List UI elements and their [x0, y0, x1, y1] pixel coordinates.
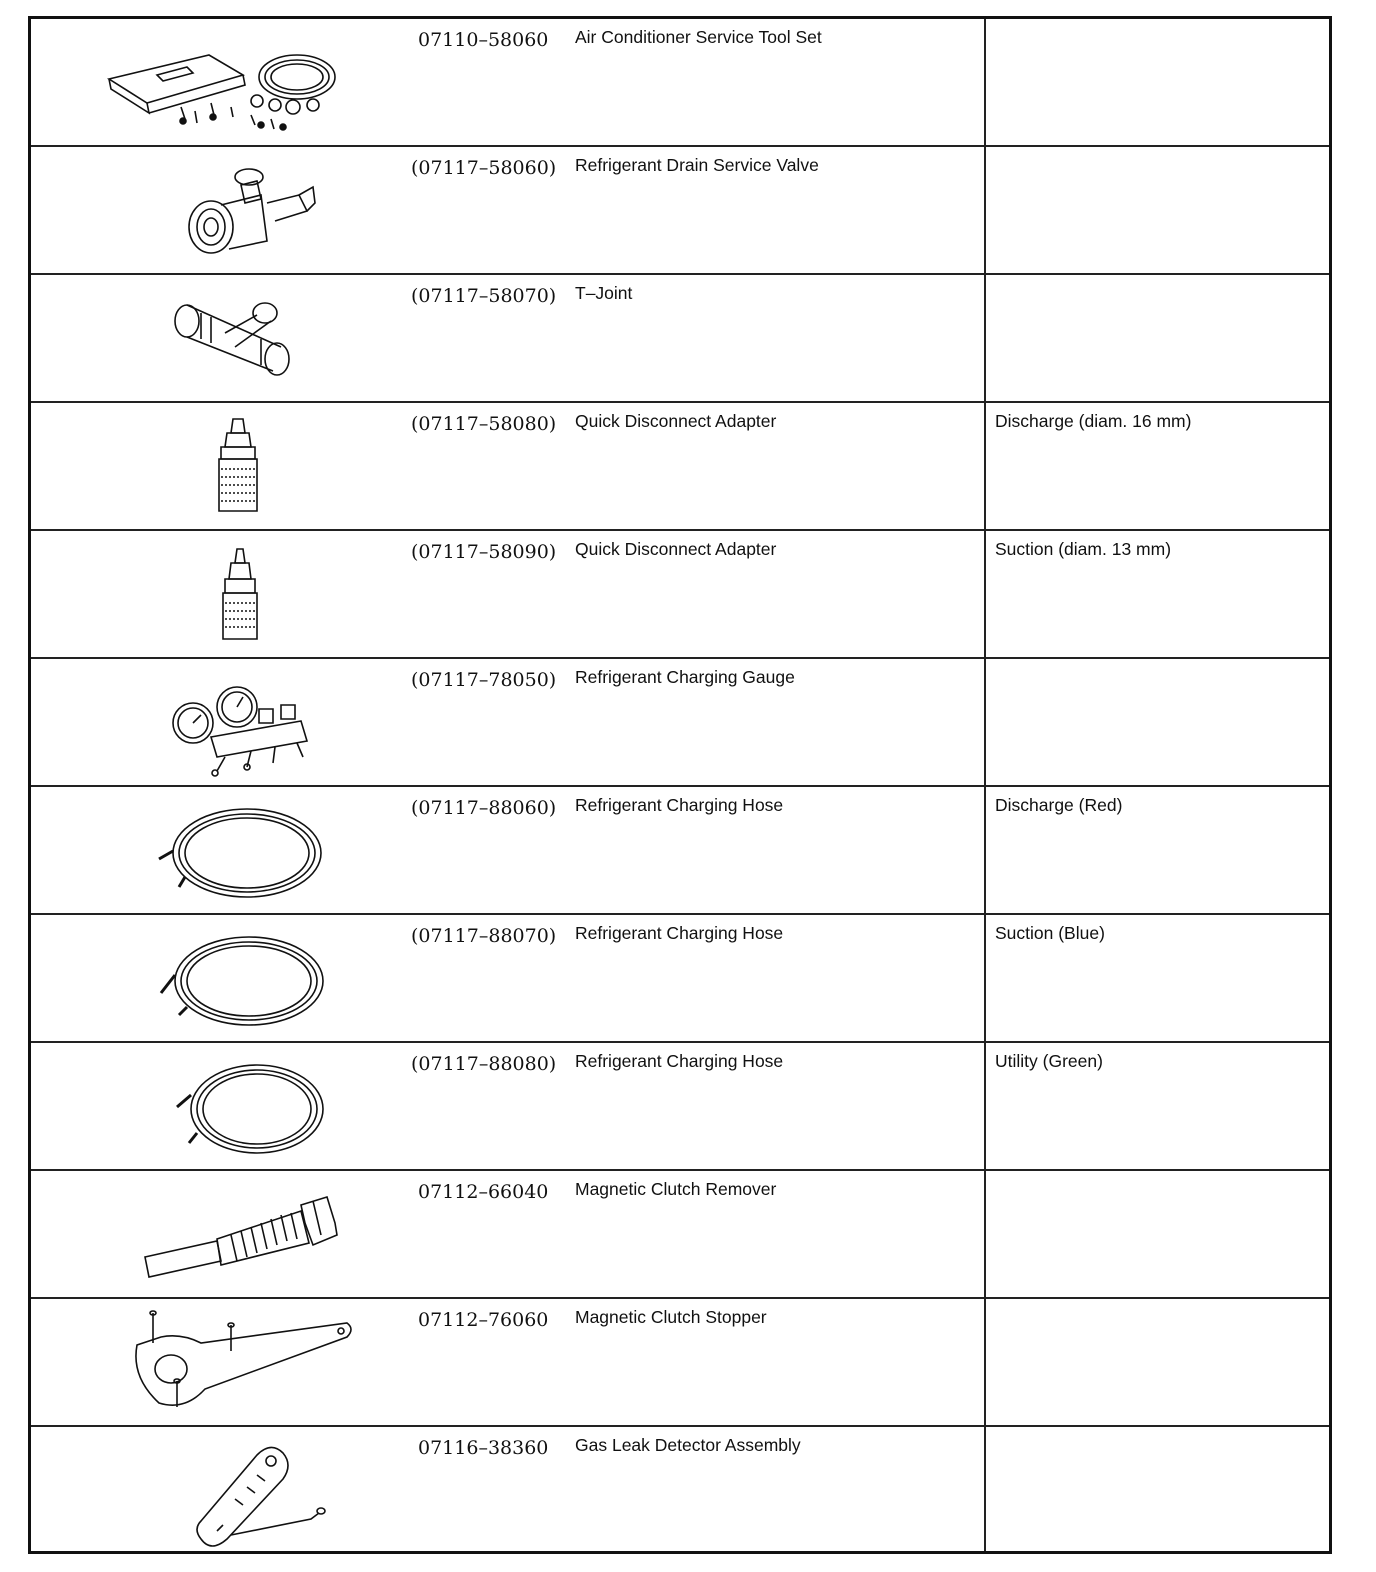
clutch-remover-illustration	[61, 1179, 381, 1291]
table-row	[31, 659, 1329, 787]
part-number: 07116–38360	[418, 1437, 549, 1459]
tool-note: Discharge (diam. 16 mm)	[995, 411, 1192, 431]
table-row	[31, 275, 1329, 403]
tool-note: Suction (diam. 13 mm)	[995, 539, 1172, 559]
tool-name: Quick Disconnect Adapter	[575, 411, 777, 431]
table-row	[31, 787, 1329, 915]
part-number: (07117–58090)	[411, 541, 557, 563]
tool-name: T–Joint	[575, 283, 633, 303]
part-number: (07117–88080)	[411, 1053, 557, 1075]
table-row	[31, 403, 1329, 531]
charging-hose-illustration	[61, 923, 381, 1035]
service-tool-set-illustration	[61, 27, 381, 139]
table-row	[31, 1043, 1329, 1171]
part-number: 07112–66040	[418, 1181, 549, 1203]
charging-gauge-illustration	[61, 667, 381, 779]
quick-disconnect-adapter-illustration	[61, 539, 381, 651]
tool-note: Utility (Green)	[995, 1051, 1103, 1071]
part-number: (07117–58060)	[411, 157, 557, 179]
tool-note: Suction (Blue)	[995, 923, 1105, 943]
table-row	[31, 915, 1329, 1043]
table-row	[31, 147, 1329, 275]
part-number: (07117–58080)	[411, 413, 557, 435]
tool-name: Refrigerant Drain Service Valve	[575, 155, 819, 175]
part-number: 07112–76060	[418, 1309, 549, 1331]
table-row	[31, 1171, 1329, 1299]
table-row	[31, 1427, 1329, 1555]
tool-name: Refrigerant Charging Hose	[575, 923, 784, 943]
table-row	[31, 1299, 1329, 1427]
part-number: (07117–88070)	[411, 925, 557, 947]
charging-hose-illustration	[61, 795, 381, 907]
tool-name: Refrigerant Charging Gauge	[575, 667, 795, 687]
part-number: (07117–88060)	[411, 797, 557, 819]
table-row	[31, 531, 1329, 659]
part-number: 07110–58060	[418, 29, 549, 51]
tool-name: Air Conditioner Service Tool Set	[575, 27, 822, 47]
service-tool-table	[28, 16, 1332, 1554]
tool-name: Gas Leak Detector Assembly	[575, 1435, 801, 1455]
quick-disconnect-adapter-illustration	[61, 411, 381, 523]
tool-name: Refrigerant Charging Hose	[575, 1051, 784, 1071]
tool-name: Quick Disconnect Adapter	[575, 539, 777, 559]
part-number: (07117–58070)	[411, 285, 557, 307]
part-number: (07117–78050)	[411, 669, 557, 691]
tool-name: Refrigerant Charging Hose	[575, 795, 784, 815]
clutch-stopper-illustration	[61, 1307, 381, 1419]
gas-leak-detector-illustration	[61, 1435, 381, 1547]
tool-name: Magnetic Clutch Stopper	[575, 1307, 767, 1327]
tool-name: Magnetic Clutch Remover	[575, 1179, 777, 1199]
t-joint-illustration	[61, 283, 381, 395]
drain-service-valve-illustration	[61, 155, 381, 267]
tool-note: Discharge (Red)	[995, 795, 1123, 815]
table-row	[31, 19, 1329, 147]
charging-hose-illustration	[61, 1051, 381, 1163]
